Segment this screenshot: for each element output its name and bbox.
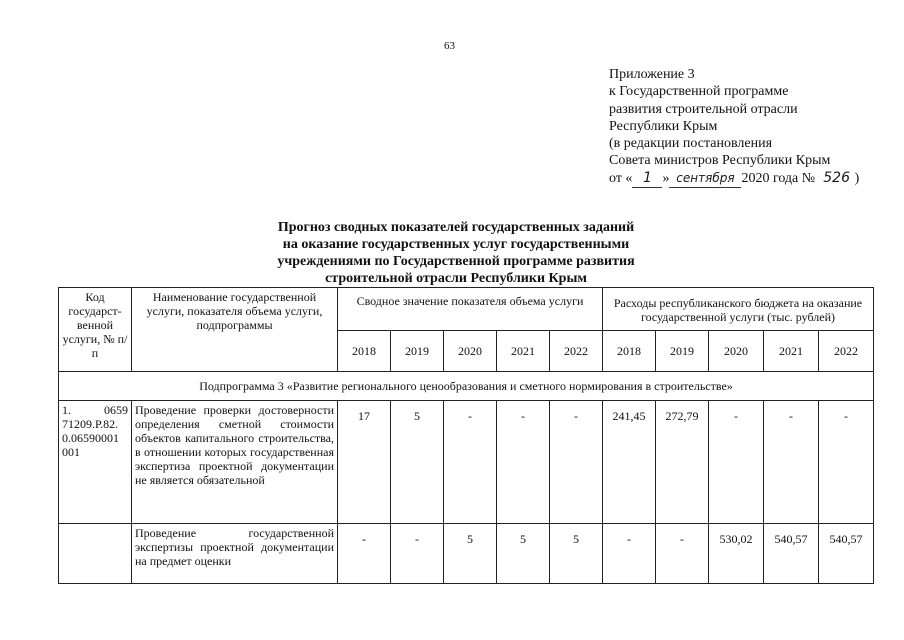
year-volume-2021: 2021 bbox=[497, 331, 550, 372]
document-title bbox=[240, 219, 672, 287]
expense-cell: - bbox=[656, 524, 709, 584]
page-number: 63 bbox=[444, 40, 455, 52]
expense-cell: 540,57 bbox=[764, 524, 819, 584]
header-volume: Сводное значение показателя объема услуги bbox=[338, 288, 603, 331]
appendix-block bbox=[609, 66, 859, 188]
row-code: 1. 0659 71209.Р.82. 0.06590001 001 bbox=[59, 401, 132, 524]
title-line: строительной отрасли Республики Крым bbox=[325, 271, 587, 286]
table-row bbox=[59, 401, 874, 524]
handwritten-month: сентября bbox=[669, 170, 741, 188]
volume-cell: 5 bbox=[444, 524, 497, 584]
date-mid: » bbox=[662, 170, 670, 186]
volume-cell: - bbox=[497, 401, 550, 524]
expense-cell: 530,02 bbox=[709, 524, 764, 584]
year-expense-2020: 2020 bbox=[709, 331, 764, 372]
title-line: Прогноз сводных показателей государственных заданий bbox=[277, 220, 635, 235]
resolution-date-line: от « 1 » сентября 2020 года № 526 ) bbox=[609, 170, 859, 188]
table-row bbox=[59, 524, 874, 584]
row-code bbox=[59, 524, 132, 584]
expense-cell: 272,79 bbox=[656, 401, 709, 524]
volume-cell: 5 bbox=[497, 524, 550, 584]
expense-cell: - bbox=[603, 524, 656, 584]
appendix-line: (в редакции постановления bbox=[609, 136, 773, 152]
year-volume-2018: 2018 bbox=[338, 331, 391, 372]
expense-cell: 540,57 bbox=[819, 524, 874, 584]
handwritten-number: 526 bbox=[823, 169, 850, 186]
date-prefix: от « bbox=[609, 170, 633, 186]
volume-cell: 17 bbox=[338, 401, 391, 524]
year-expense-2021: 2021 bbox=[764, 331, 819, 372]
title-line: на оказание государственных услуг государственными bbox=[282, 237, 630, 252]
title-line: учреждениями по Государственной программе развития bbox=[277, 254, 635, 269]
year-expense-2019: 2019 bbox=[656, 331, 709, 372]
appendix-line: Республики Крым bbox=[609, 118, 718, 134]
date-year: 2020 года № bbox=[741, 170, 816, 186]
volume-cell: 5 bbox=[550, 524, 603, 584]
appendix-line: Совета министров Республики Крым bbox=[609, 153, 831, 169]
year-expense-2018: 2018 bbox=[603, 331, 656, 372]
volume-cell: - bbox=[550, 401, 603, 524]
appendix-line: Приложение 3 bbox=[609, 67, 695, 82]
appendix-line: к Государственной программе bbox=[609, 84, 789, 100]
year-volume-2020: 2020 bbox=[444, 331, 497, 372]
year-volume-2019: 2019 bbox=[391, 331, 444, 372]
row-name: Проведение государственной экспертизы проектной документации на предмет оценки bbox=[132, 524, 338, 584]
header-code: Код государст-венной услуги, № п/п bbox=[59, 288, 132, 372]
expense-cell: - bbox=[709, 401, 764, 524]
year-expense-2022: 2022 bbox=[819, 331, 874, 372]
header-expenses: Расходы республиканского бюджета на оказание государственной услуги (тыс. рублей) bbox=[603, 288, 874, 331]
appendix-line: развития строительной отрасли bbox=[609, 101, 798, 117]
volume-cell: - bbox=[444, 401, 497, 524]
row-name: Проведение проверки достоверности определения сметной стоимости объектов капитального строительства, в отношении которых государственная экспертиза проектной документации не является обязательной bbox=[132, 401, 338, 524]
header-name: Наименование государственной услуги, показателя объема услуги, подпрограммы bbox=[132, 288, 338, 372]
volume-cell: - bbox=[391, 524, 444, 584]
year-volume-2022: 2022 bbox=[550, 331, 603, 372]
volume-cell: - bbox=[338, 524, 391, 584]
expense-cell: - bbox=[819, 401, 874, 524]
expense-cell: - bbox=[764, 401, 819, 524]
expense-cell: 241,45 bbox=[603, 401, 656, 524]
subprogram-row: Подпрограмма 3 «Развитие регионального ценообразования и сметного нормирования в строительстве» bbox=[59, 372, 874, 401]
volume-cell: 5 bbox=[391, 401, 444, 524]
handwritten-day: 1 bbox=[632, 170, 662, 188]
forecast-table bbox=[58, 287, 874, 584]
